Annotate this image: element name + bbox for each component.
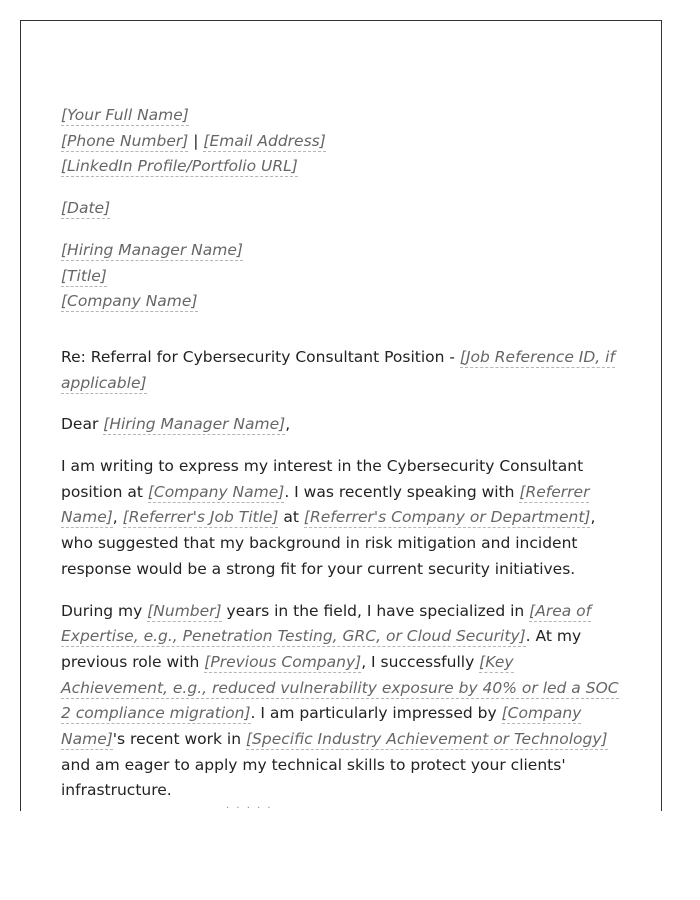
p2-expertise-placeholder: [Area of Expertise, e.g., Penetration Testing, GRC, or Cloud Security] xyxy=(61,601,592,646)
recipient-title-placeholder: [Title] xyxy=(61,266,107,285)
p2-company-placeholder: [Company Name] xyxy=(61,704,582,749)
p1-referrer-title-placeholder: [Referrer's Job Title] xyxy=(122,508,279,527)
p2-text-4: , I successfully xyxy=(361,652,480,671)
sender-contact-line xyxy=(61,129,621,155)
sender-name-line xyxy=(61,103,621,129)
p1-text-2: . I was recently speaking with xyxy=(284,482,520,501)
p1-text-5: , who suggested that my background in risk mitigation and incident response would be a strong fit for your current security initiatives. xyxy=(61,508,596,578)
letter-page xyxy=(20,20,662,811)
letter-content xyxy=(61,103,621,811)
sender-linkedin-line xyxy=(61,154,621,180)
p2-text-1: During my xyxy=(61,601,148,620)
sender-block xyxy=(61,103,621,180)
p2-text-6: 's recent work in xyxy=(112,730,246,749)
truncated-text-fragment: · · · · · xyxy=(226,803,273,811)
p2-text-3: . At my previous role with xyxy=(61,627,582,671)
recipient-name-placeholder: [Hiring Manager Name] xyxy=(61,240,243,259)
subject-prefix: Re: Referral for Cybersecurity Consultant Position - xyxy=(61,347,460,366)
p1-company-placeholder: [Company Name] xyxy=(147,482,285,501)
p2-years-placeholder: [Number] xyxy=(147,601,222,620)
p1-text-4: at xyxy=(278,508,304,527)
recipient-name-line xyxy=(61,238,621,264)
p2-achievement-placeholder: [Key Achievement, e.g., reduced vulnerability exposure by 40% or led a SOC 2 compliance migration] xyxy=(61,652,619,723)
greeting-suffix: , xyxy=(285,415,291,434)
contact-separator: | xyxy=(193,131,199,150)
sender-name-placeholder: [Your Full Name] xyxy=(61,106,189,124)
p2-text-7: and am eager to apply my technical skills to protect your clients' infrastructure. xyxy=(61,755,566,800)
recipient-title-line xyxy=(61,264,621,290)
date-block xyxy=(61,196,621,222)
phone-placeholder: [Phone Number] xyxy=(61,131,189,150)
truncated-next-line xyxy=(61,797,361,811)
linkedin-placeholder: [LinkedIn Profile/Portfolio URL] xyxy=(61,157,298,176)
p2-text-2: years in the field, I have specialized in xyxy=(221,601,530,620)
p1-text-1: I am writing to express my interest in the Cybersecurity Consultant position at xyxy=(61,457,584,501)
recipient-block xyxy=(61,238,621,315)
p1-text-3: , xyxy=(112,508,123,527)
subject-line xyxy=(61,345,621,396)
p2-text-5: . I am particularly impressed by xyxy=(250,704,502,723)
email-placeholder: [Email Address] xyxy=(203,131,326,150)
body-paragraph-2 xyxy=(61,599,621,805)
greeting-prefix: Dear xyxy=(61,415,104,434)
p2-previous-company-placeholder: [Previous Company] xyxy=(204,652,362,671)
greeting-name-placeholder: [Hiring Manager Name] xyxy=(103,415,286,434)
date-placeholder: [Date] xyxy=(61,199,111,218)
recipient-company-line xyxy=(61,289,621,315)
recipient-company-placeholder: [Company Name] xyxy=(61,292,198,311)
p1-referrer-name-placeholder: [Referrer Name] xyxy=(61,482,590,527)
job-reference-placeholder: [Job Reference ID, if applicable] xyxy=(61,347,615,392)
p1-referrer-company-placeholder: [Referrer's Company or Department] xyxy=(303,508,591,527)
body-paragraph-1 xyxy=(61,454,621,583)
greeting xyxy=(61,412,621,438)
p2-industry-placeholder: [Specific Industry Achievement or Technology] xyxy=(246,730,608,749)
